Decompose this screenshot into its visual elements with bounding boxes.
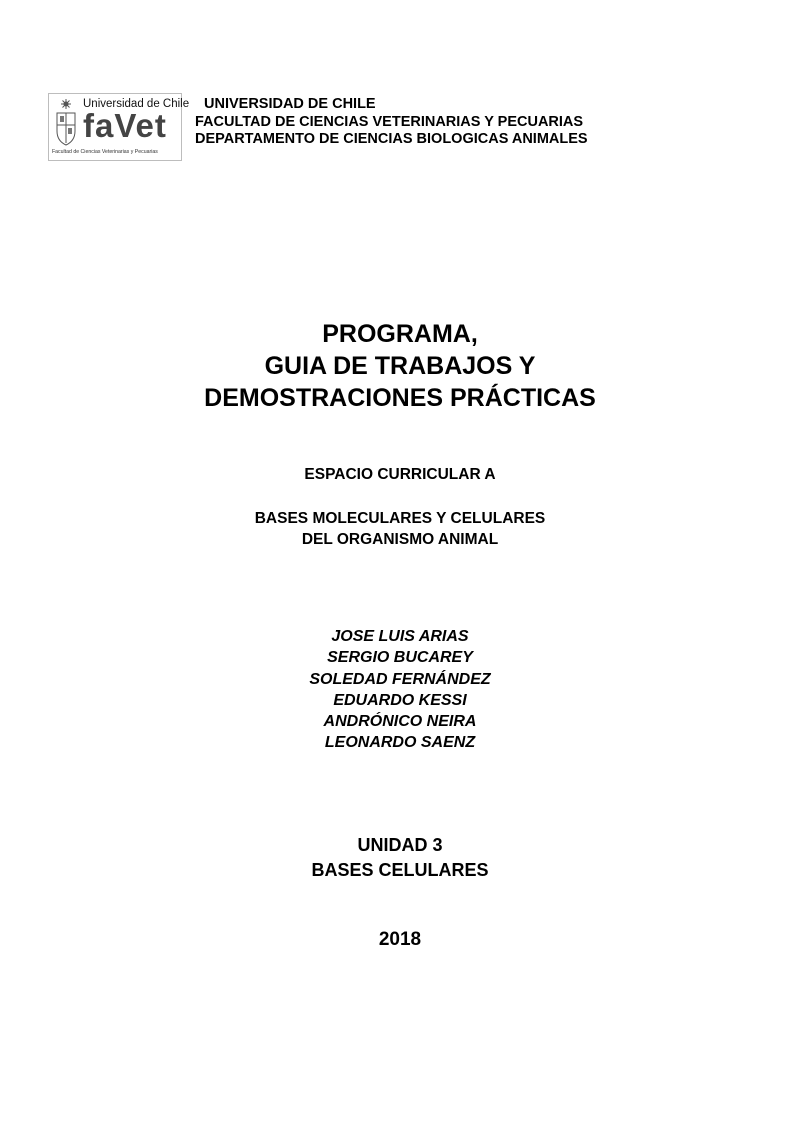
unit-title: BASES CELULARES: [311, 860, 489, 880]
institution-header: [195, 96, 588, 149]
author-name: EDUARDO KESSI: [333, 691, 467, 709]
author-name: ANDRÓNICO NEIRA: [323, 713, 477, 731]
faculty-name: FACULTAD DE CIENCIAS VETERINARIAS Y PECUARIAS: [195, 113, 584, 130]
publication-year: 2018: [378, 929, 422, 950]
course-name: [0, 508, 800, 550]
curricular-space: ESPACIO CURRICULAR A: [304, 466, 496, 483]
title-line: DEMOSTRACIONES PRÁCTICAS: [204, 384, 596, 412]
logo-faculty-caption: Facultad de Ciencias Veterinarias y Pecuarias: [52, 149, 158, 155]
department-name: DEPARTAMENTO DE CIENCIAS BIOLOGICAS ANIMALES: [195, 131, 588, 147]
author-name: JOSE LUIS ARIAS: [331, 628, 469, 645]
university-seal-icon: [52, 97, 80, 147]
author-name: LEONARDO SAENZ: [324, 734, 476, 752]
logo-brand: faVet: [83, 107, 167, 144]
logo-university-name: Universidad de Chile: [83, 98, 190, 110]
university-name: UNIVERSIDAD DE CHILE: [204, 96, 376, 112]
author-name: SERGIO BUCAREY: [327, 649, 473, 667]
course-line: DEL ORGANISMO ANIMAL: [301, 531, 499, 548]
title-line: GUIA DE TRABAJOS Y: [264, 352, 536, 380]
author-name: SOLEDAD FERNÁNDEZ: [309, 670, 491, 688]
document-title: [0, 318, 800, 414]
unit-heading: [0, 833, 800, 883]
title-line: PROGRAMA,: [322, 320, 478, 348]
course-line: BASES MOLECULARES Y CELULARES: [254, 510, 546, 527]
unit-number: UNIDAD 3: [357, 835, 443, 855]
author-list: [0, 626, 800, 754]
favet-logo: [48, 93, 190, 161]
